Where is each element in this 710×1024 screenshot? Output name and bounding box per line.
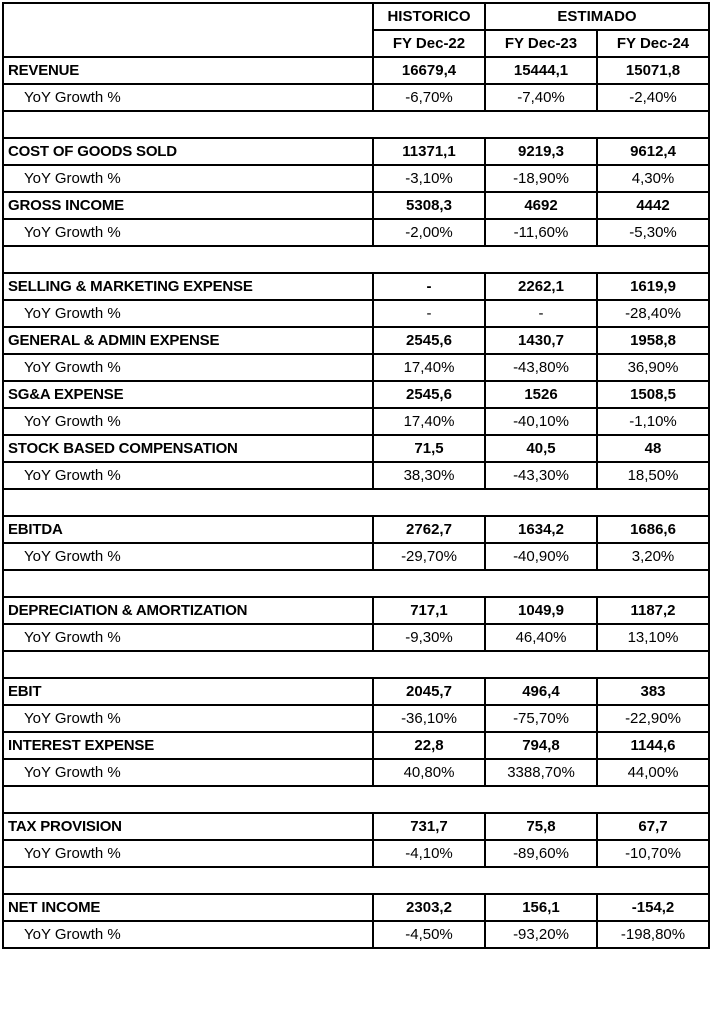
growth-value-cell: 36,90% [597, 354, 709, 381]
growth-label: YoY Growth % [3, 300, 373, 327]
line-item-row [3, 435, 709, 462]
value-cell: 40,5 [485, 435, 597, 462]
value-cell: 717,1 [373, 597, 485, 624]
growth-row [3, 354, 709, 381]
growth-value-cell: -5,30% [597, 219, 709, 246]
value-cell: 2762,7 [373, 516, 485, 543]
period-header: FY Dec-22 [373, 30, 485, 57]
value-cell: 2545,6 [373, 327, 485, 354]
value-cell: 15071,8 [597, 57, 709, 84]
value-cell: 496,4 [485, 678, 597, 705]
line-item-label: INTEREST EXPENSE [3, 732, 373, 759]
growth-value-cell: -2,00% [373, 219, 485, 246]
value-cell: 9219,3 [485, 138, 597, 165]
value-cell: 794,8 [485, 732, 597, 759]
value-cell: 11371,1 [373, 138, 485, 165]
line-item-label: SG&A EXPENSE [3, 381, 373, 408]
growth-value-cell: -28,40% [597, 300, 709, 327]
growth-row [3, 462, 709, 489]
growth-label: YoY Growth % [3, 462, 373, 489]
growth-value-cell: 3388,70% [485, 759, 597, 786]
growth-value-cell: -10,70% [597, 840, 709, 867]
growth-row [3, 300, 709, 327]
growth-value-cell: 40,80% [373, 759, 485, 786]
growth-value-cell: -1,10% [597, 408, 709, 435]
line-item-row [3, 327, 709, 354]
spacer-row [3, 867, 709, 894]
growth-row [3, 705, 709, 732]
growth-row [3, 624, 709, 651]
growth-label: YoY Growth % [3, 354, 373, 381]
value-cell: 2045,7 [373, 678, 485, 705]
spacer-row [3, 111, 709, 138]
spacer-cell [3, 867, 709, 894]
spacer-cell [3, 786, 709, 813]
growth-label: YoY Growth % [3, 219, 373, 246]
value-cell: 1187,2 [597, 597, 709, 624]
value-cell: 16679,4 [373, 57, 485, 84]
growth-value-cell: -22,90% [597, 705, 709, 732]
value-cell: 1526 [485, 381, 597, 408]
growth-value-cell: -36,10% [373, 705, 485, 732]
header-historical: HISTORICO [373, 3, 485, 30]
header-corner-cell [3, 3, 373, 57]
growth-row [3, 219, 709, 246]
growth-label: YoY Growth % [3, 84, 373, 111]
line-item-row [3, 894, 709, 921]
line-item-label: GROSS INCOME [3, 192, 373, 219]
line-item-row [3, 138, 709, 165]
value-cell: 1619,9 [597, 273, 709, 300]
line-item-label: EBIT [3, 678, 373, 705]
growth-value-cell: -75,70% [485, 705, 597, 732]
growth-row [3, 840, 709, 867]
growth-value-cell: -89,60% [485, 840, 597, 867]
value-cell: 5308,3 [373, 192, 485, 219]
value-cell: 1049,9 [485, 597, 597, 624]
value-cell: 22,8 [373, 732, 485, 759]
value-cell: - [373, 273, 485, 300]
line-item-label: TAX PROVISION [3, 813, 373, 840]
growth-value-cell: -4,10% [373, 840, 485, 867]
line-item-label: REVENUE [3, 57, 373, 84]
value-cell: 2303,2 [373, 894, 485, 921]
growth-value-cell: -6,70% [373, 84, 485, 111]
value-cell: -154,2 [597, 894, 709, 921]
growth-label: YoY Growth % [3, 408, 373, 435]
line-item-label: COST OF GOODS SOLD [3, 138, 373, 165]
spacer-row [3, 651, 709, 678]
growth-value-cell: -40,10% [485, 408, 597, 435]
value-cell: 4442 [597, 192, 709, 219]
growth-label: YoY Growth % [3, 921, 373, 948]
value-cell: 67,7 [597, 813, 709, 840]
income-statement-table [2, 2, 710, 949]
line-item-row [3, 192, 709, 219]
value-cell: 48 [597, 435, 709, 462]
line-item-label: NET INCOME [3, 894, 373, 921]
growth-value-cell: - [373, 300, 485, 327]
growth-value-cell: 4,30% [597, 165, 709, 192]
growth-label: YoY Growth % [3, 624, 373, 651]
spacer-row [3, 489, 709, 516]
growth-row [3, 84, 709, 111]
growth-value-cell: -93,20% [485, 921, 597, 948]
growth-value-cell: - [485, 300, 597, 327]
growth-value-cell: -4,50% [373, 921, 485, 948]
growth-value-cell: 18,50% [597, 462, 709, 489]
growth-value-cell: 44,00% [597, 759, 709, 786]
value-cell: 1686,6 [597, 516, 709, 543]
growth-label: YoY Growth % [3, 759, 373, 786]
growth-row [3, 165, 709, 192]
value-cell: 75,8 [485, 813, 597, 840]
header-estimated: ESTIMADO [485, 3, 709, 30]
line-item-row [3, 273, 709, 300]
line-item-row [3, 813, 709, 840]
value-cell: 1430,7 [485, 327, 597, 354]
value-cell: 4692 [485, 192, 597, 219]
spacer-cell [3, 489, 709, 516]
value-cell: 1144,6 [597, 732, 709, 759]
growth-value-cell: 3,20% [597, 543, 709, 570]
spacer-cell [3, 111, 709, 138]
line-item-label: EBITDA [3, 516, 373, 543]
growth-value-cell: -7,40% [485, 84, 597, 111]
value-cell: 9612,4 [597, 138, 709, 165]
value-cell: 1508,5 [597, 381, 709, 408]
spacer-row [3, 786, 709, 813]
line-item-label: STOCK BASED COMPENSATION [3, 435, 373, 462]
period-header: FY Dec-23 [485, 30, 597, 57]
growth-value-cell: -2,40% [597, 84, 709, 111]
value-cell: 1634,2 [485, 516, 597, 543]
growth-value-cell: 13,10% [597, 624, 709, 651]
growth-value-cell: -29,70% [373, 543, 485, 570]
value-cell: 2262,1 [485, 273, 597, 300]
line-item-row [3, 381, 709, 408]
spacer-cell [3, 651, 709, 678]
growth-row [3, 543, 709, 570]
table-body [3, 3, 709, 948]
spacer-row [3, 570, 709, 597]
line-item-label: DEPRECIATION & AMORTIZATION [3, 597, 373, 624]
period-header: FY Dec-24 [597, 30, 709, 57]
value-cell: 15444,1 [485, 57, 597, 84]
growth-value-cell: -3,10% [373, 165, 485, 192]
growth-label: YoY Growth % [3, 705, 373, 732]
line-item-row [3, 516, 709, 543]
value-cell: 156,1 [485, 894, 597, 921]
growth-value-cell: -9,30% [373, 624, 485, 651]
growth-value-cell: -198,80% [597, 921, 709, 948]
growth-label: YoY Growth % [3, 165, 373, 192]
growth-row [3, 759, 709, 786]
growth-value-cell: -18,90% [485, 165, 597, 192]
line-item-row [3, 57, 709, 84]
value-cell: 2545,6 [373, 381, 485, 408]
value-cell: 731,7 [373, 813, 485, 840]
growth-value-cell: -43,30% [485, 462, 597, 489]
value-cell: 71,5 [373, 435, 485, 462]
growth-label: YoY Growth % [3, 543, 373, 570]
line-item-row [3, 678, 709, 705]
value-cell: 383 [597, 678, 709, 705]
line-item-row [3, 732, 709, 759]
value-cell: 1958,8 [597, 327, 709, 354]
growth-label: YoY Growth % [3, 840, 373, 867]
growth-value-cell: 46,40% [485, 624, 597, 651]
spacer-row [3, 246, 709, 273]
growth-value-cell: 38,30% [373, 462, 485, 489]
growth-value-cell: -43,80% [485, 354, 597, 381]
growth-value-cell: -40,90% [485, 543, 597, 570]
line-item-label: GENERAL & ADMIN EXPENSE [3, 327, 373, 354]
growth-row [3, 921, 709, 948]
growth-value-cell: 17,40% [373, 354, 485, 381]
line-item-row [3, 597, 709, 624]
line-item-label: SELLING & MARKETING EXPENSE [3, 273, 373, 300]
growth-value-cell: 17,40% [373, 408, 485, 435]
growth-row [3, 408, 709, 435]
spacer-cell [3, 570, 709, 597]
header-group-row [3, 3, 709, 30]
spacer-cell [3, 246, 709, 273]
growth-value-cell: -11,60% [485, 219, 597, 246]
